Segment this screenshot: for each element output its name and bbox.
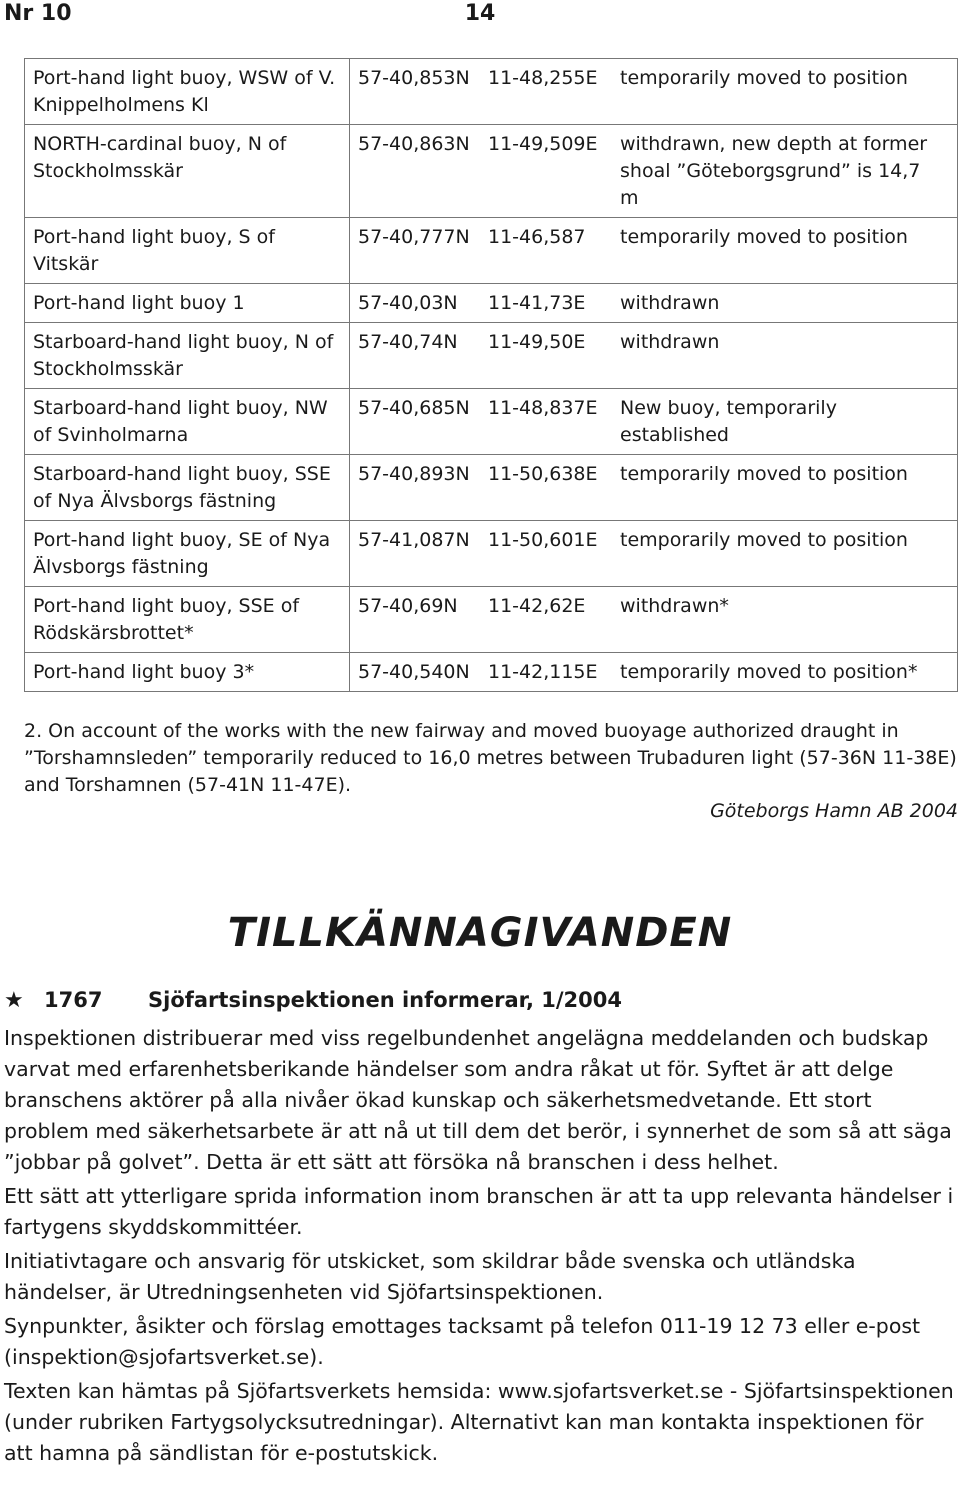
remark: withdrawn* — [620, 595, 729, 617]
buoy-details — [350, 323, 958, 389]
notice-paragraph: Initiativtagare och ansvarig för utskicket, som skildrar både svenska och utländska händelser, är Utredningsenheten vid Sjöfartsinspektionen. — [4, 1249, 856, 1304]
buoy-details — [350, 218, 958, 284]
longitude: 11-50,638E — [488, 463, 598, 485]
latitude: 57-40,03N — [358, 292, 458, 314]
remark: withdrawn — [620, 331, 720, 353]
remark: temporarily moved to position — [620, 226, 908, 248]
buoy-details — [350, 455, 958, 521]
latitude: 57-40,540N — [358, 661, 470, 683]
latitude: 57-40,685N — [358, 397, 470, 419]
buoy-table-body — [25, 59, 958, 692]
latitude: 57-40,69N — [358, 595, 458, 617]
buoy-name: Starboard-hand light buoy, N of Stockholmsskär — [25, 323, 350, 389]
table-row — [25, 284, 958, 323]
table-row — [25, 323, 958, 389]
notice-paragraph: Synpunkter, åsikter och förslag emottages tacksamt på telefon 011-19 12 73 eller e-post (inspektion@sjofartsverket.se). — [4, 1314, 921, 1369]
table-row — [25, 218, 958, 284]
longitude: 11-42,115E — [488, 661, 598, 683]
latitude: 57-40,893N — [358, 463, 470, 485]
issue-number: Nr 10 — [4, 1, 72, 26]
remark: temporarily moved to position — [620, 67, 908, 89]
remark: temporarily moved to position — [620, 463, 908, 485]
buoy-name: Starboard-hand light buoy, SSE of Nya Älvsborgs fästning — [25, 455, 350, 521]
longitude: 11-50,601E — [488, 529, 598, 551]
longitude: 11-49,50E — [488, 331, 586, 353]
remark: withdrawn — [620, 292, 720, 314]
table-row — [25, 521, 958, 587]
latitude: 57-40,853N — [358, 67, 470, 89]
buoy-name: Port-hand light buoy 3* — [25, 653, 350, 692]
buoy-name: Starboard-hand light buoy, NW of Svinholmarna — [25, 389, 350, 455]
notice-body — [4, 1023, 954, 1472]
signature: Göteborgs Hamn AB 2004 — [710, 800, 958, 822]
buoy-name: Port-hand light buoy, SSE of Rödskärsbrottet* — [25, 587, 350, 653]
remark: New buoy, temporarily established — [620, 397, 837, 446]
buoy-name: NORTH-cardinal buoy, N of Stockholmsskär — [25, 125, 350, 218]
buoy-details — [350, 284, 958, 323]
longitude: 11-48,255E — [488, 67, 598, 89]
remark: temporarily moved to position* — [620, 661, 918, 683]
page-header — [0, 0, 960, 30]
latitude: 57-40,777N — [358, 226, 470, 248]
notice-heading — [4, 988, 622, 1013]
remark: withdrawn, new depth at former shoal ”Göteborgsgrund” is 14,7 m — [620, 133, 928, 209]
longitude: 11-49,509E — [488, 133, 598, 155]
buoy-name: Port-hand light buoy, S of Vitskär — [25, 218, 350, 284]
table-row — [25, 587, 958, 653]
longitude: 11-46,587 — [488, 226, 586, 248]
table-row — [25, 59, 958, 125]
latitude: 57-41,087N — [358, 529, 470, 551]
buoy-name: Port-hand light buoy 1 — [25, 284, 350, 323]
section-title: TILLKÄNNAGIVANDEN — [227, 910, 733, 956]
buoy-details — [350, 389, 958, 455]
table-row — [25, 389, 958, 455]
notice-number: 1767 — [44, 988, 103, 1012]
notice-paragraph: Inspektionen distribuerar med viss regelbundenhet angelägna meddelanden och budskap varvat med erfarenhetsberikande händelser som andra råkat ut för. Syftet är att delge branschens aktörer på alla nivåer ökad kunskap och säkerhetsmedvetande. Ett stort problem med säkerhetsarbete är att nå ut till dem det berör, i synnerhet de som så att säga ”jobbar på golvet”. Detta är ett sätt att försöka nå branschen i dess helhet. — [4, 1026, 952, 1174]
longitude: 11-41,73E — [488, 292, 586, 314]
page-number: 14 — [464, 1, 496, 26]
notice-title: Sjöfartsinspektionen informerar, 1/2004 — [148, 988, 622, 1012]
table-row — [25, 125, 958, 218]
notice-paragraph: Ett sätt att ytterligare sprida information inom branschen är att ta upp relevanta händelser i fartygens skyddskommittéer. — [4, 1184, 954, 1239]
buoy-details — [350, 125, 958, 218]
buoy-table — [24, 58, 958, 692]
table-row — [25, 653, 958, 692]
buoy-details — [350, 653, 958, 692]
latitude: 57-40,74N — [358, 331, 458, 353]
notice-paragraph: Texten kan hämtas på Sjöfartsverkets hemsida: www.sjofartsverket.se - Sjöfartsinspektionen (under rubriken Fartygsolycksutredningar). Alternativt kan man kontakta inspektionen för att hamna på sändlistan för e-postutskick. — [4, 1379, 954, 1465]
buoy-name: Port-hand light buoy, WSW of V. Knippelholmens Kl — [25, 59, 350, 125]
draught-note: 2. On account of the works with the new fairway and moved buoyage authorized draught in ”Torshamnsleden” temporarily reduced to 16,0 metres between Trubaduren light (57-36N 11-38E) and Torshamnen (57-41N 11-47E). — [24, 720, 957, 796]
buoy-details — [350, 59, 958, 125]
latitude: 57-40,863N — [358, 133, 470, 155]
star-icon: ★ — [4, 988, 24, 1013]
buoy-details — [350, 521, 958, 587]
buoy-details — [350, 587, 958, 653]
table-row — [25, 455, 958, 521]
longitude: 11-48,837E — [488, 397, 598, 419]
remark: temporarily moved to position — [620, 529, 908, 551]
longitude: 11-42,62E — [488, 595, 586, 617]
buoy-name: Port-hand light buoy, SE of Nya Älvsborgs fästning — [25, 521, 350, 587]
